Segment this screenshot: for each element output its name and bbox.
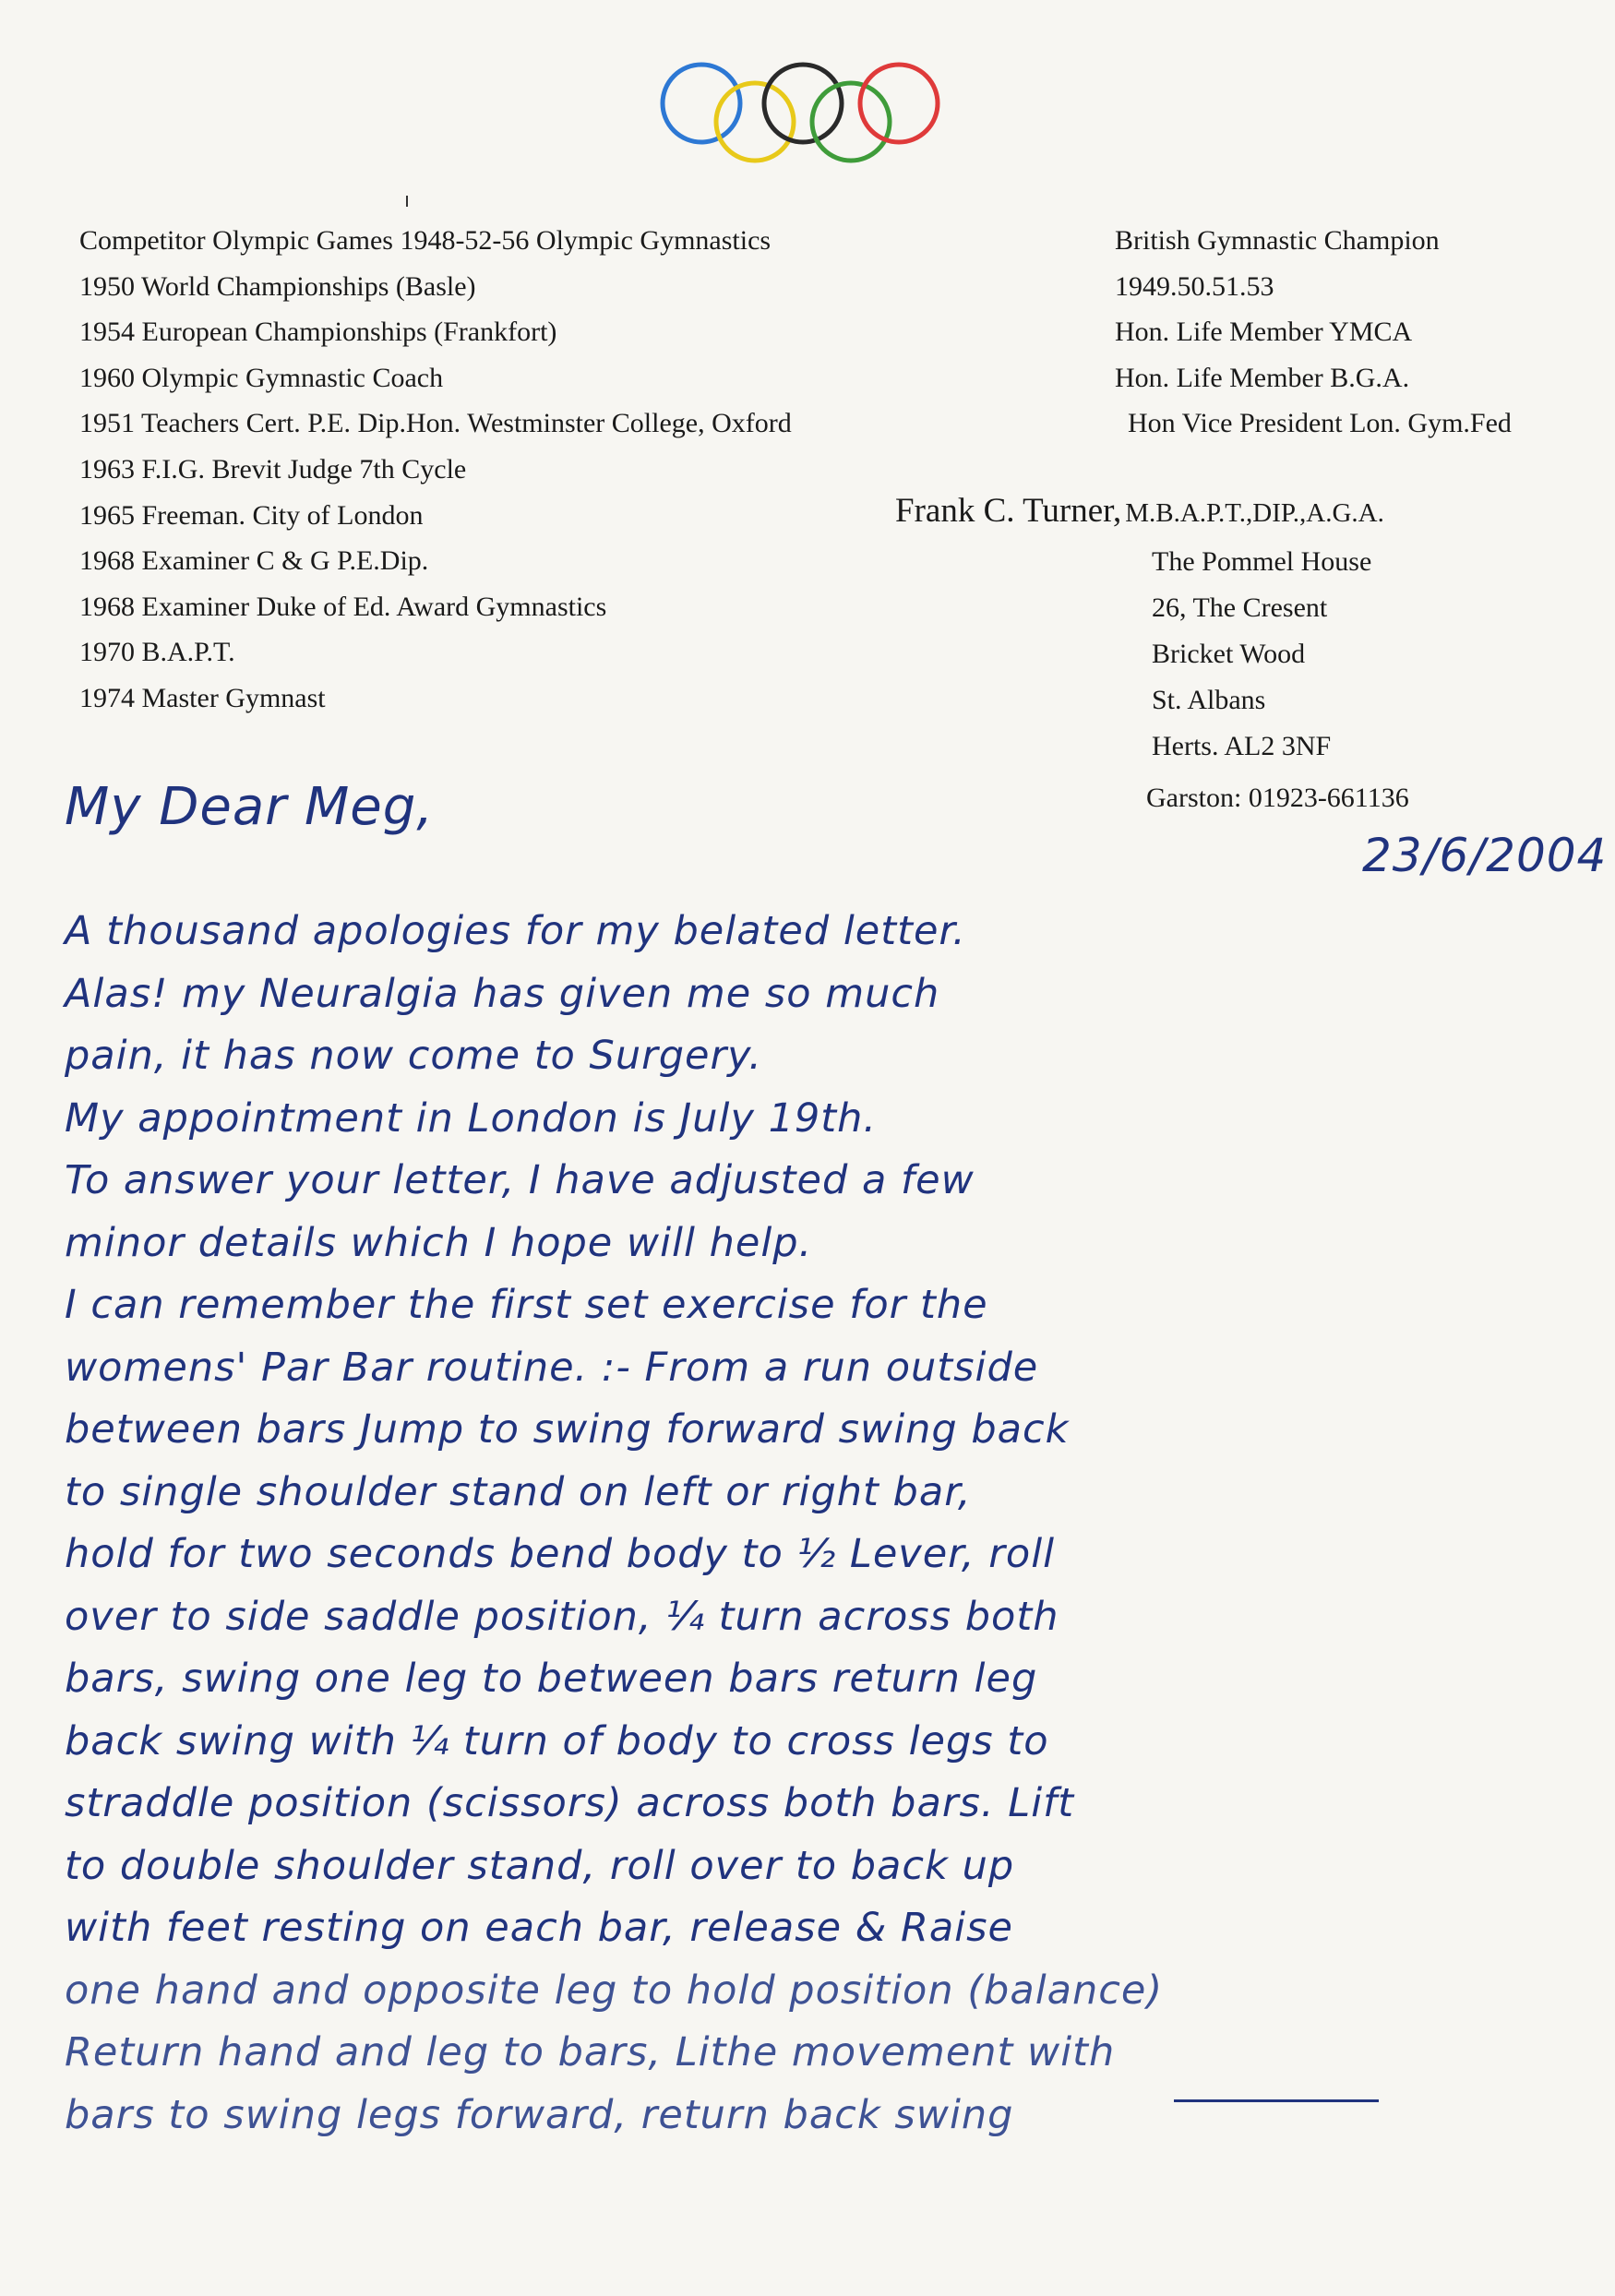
handwritten-line: between bars Jump to swing forward swing back (65, 1406, 1070, 1453)
red-ring (860, 65, 938, 142)
handwritten-line: I can remember the first set exercise for the (65, 1282, 988, 1328)
address-line: St. Albans (1152, 685, 1266, 715)
letter-body (65, 901, 1597, 2147)
black-ring (764, 65, 842, 142)
handwritten-line: to double shoulder stand, roll over to back up (65, 1842, 1015, 1889)
credential-line: 1968 Examiner Duke of Ed. Award Gymnastics (79, 591, 607, 622)
address-line: Herts. AL2 3NF (1152, 731, 1332, 761)
sender-name: Frank C. Turner, (895, 492, 1122, 530)
sender-qualifications: M.B.A.P.T.,DIP.,A.G.A. (1125, 498, 1384, 528)
handwritten-line: minor details which I hope will help. (65, 1219, 813, 1266)
credential-line: Hon. Life Member B.G.A. (1115, 362, 1410, 393)
address-line: Bricket Wood (1152, 639, 1306, 669)
olympic-rings-logo (653, 57, 949, 168)
address-line: The Pommel House (1152, 546, 1372, 577)
credential-line: 1950 World Championships (Basle) (79, 270, 476, 302)
handwritten-line: straddle position (scissors) across both bars. Lift (65, 1780, 1075, 1826)
handwritten-line: Return hand and leg to bars, Lithe movement with (65, 2029, 1116, 2075)
handwritten-line: with feet resting on each bar, release & Raise (65, 1905, 1013, 1951)
strikethrough-mark (1174, 2099, 1379, 2102)
sender-address (1146, 539, 1595, 821)
handwritten-line: womens' Par Bar routine. :- From a run outside (65, 1344, 1039, 1391)
credential-line: Hon Vice President Lon. Gym.Fed (1128, 408, 1512, 439)
credential-line: 1974 Master Gymnast (79, 682, 326, 713)
credentials-left (79, 218, 1058, 722)
credential-line: 1951 Teachers Cert. P.E. Dip.Hon. Westminster College, Oxford (79, 408, 792, 439)
letter-date: 23/6/2004 (1362, 829, 1608, 882)
credential-line: 1970 B.A.P.T. (79, 637, 235, 668)
printed-mark (406, 196, 408, 207)
credentials-right (1115, 218, 1595, 447)
credential-line: 1954 European Championships (Frankfort) (79, 317, 557, 348)
handwritten-line: pain, it has now come to Surgery. (65, 1033, 762, 1079)
handwritten-line: back swing with ¼ turn of body to cross legs to (65, 1717, 1049, 1764)
handwritten-line: bars to swing legs forward, return back swing (65, 2091, 1014, 2138)
credential-line: 1965 Freeman. City of London (79, 499, 424, 531)
credential-line: British Gymnastic Champion (1115, 225, 1440, 256)
handwritten-line: My appointment in London is July 19th. (65, 1094, 878, 1142)
blue-ring (663, 65, 740, 142)
credential-line: 1960 Olympic Gymnastic Coach (79, 362, 444, 393)
credential-line: Hon. Life Member YMCA (1115, 317, 1413, 348)
handwritten-line: to single shoulder stand on left or right bar, (65, 1468, 972, 1515)
address-line: 26, The Cresent (1152, 592, 1328, 623)
credential-line: 1963 F.I.G. Brevit Judge 7th Cycle (79, 453, 467, 484)
salutation: My Dear Meg, (65, 777, 435, 837)
phone-number: Garston: 01923-661136 (1146, 783, 1409, 813)
handwritten-line: To answer your letter, I have adjusted a few (65, 1157, 975, 1203)
handwritten-line: hold for two seconds bend body to ½ Lever, roll (65, 1531, 1056, 1577)
handwritten-line: bars, swing one leg to between bars return leg (65, 1656, 1038, 1702)
yellow-ring (716, 83, 794, 161)
handwritten-line: Alas! my Neuralgia has given me so much (65, 970, 940, 1017)
credential-line: 1968 Examiner C & G P.E.Dip. (79, 545, 429, 577)
credential-line: Competitor Olympic Games 1948-52-56 Olympic Gymnastics (79, 225, 772, 256)
credential-line: 1949.50.51.53 (1115, 270, 1274, 302)
handwritten-line: one hand and opposite leg to hold position (balance) (65, 1967, 1164, 2014)
handwritten-line: over to side saddle position, ¼ turn across both (65, 1593, 1059, 1640)
handwritten-line: A thousand apologies for my belated letter. (65, 908, 966, 954)
green-ring (812, 83, 890, 161)
sender-block (895, 491, 1560, 531)
